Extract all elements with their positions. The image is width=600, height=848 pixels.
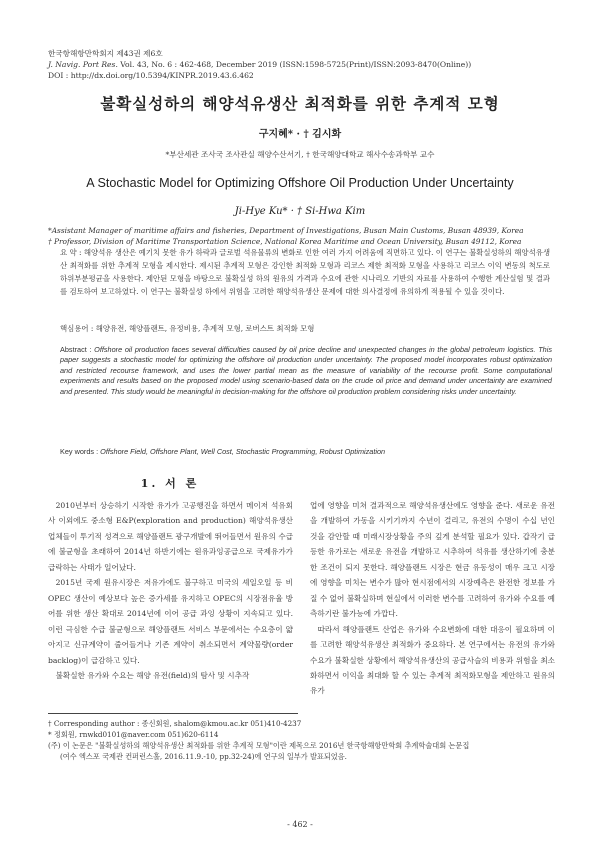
title-english: A Stochastic Model for Optimizing Offshore Oil Production Under Uncertainty (86, 176, 514, 190)
journal-citation (48, 59, 471, 70)
journal-volume-info: Vol. 43, No. 6 : 462-468, December 2019 (ISSN:1598-5725(Print)/ISSN:2093-8470(Online)) (117, 60, 472, 69)
keywords-korean-label: 핵심용어 : (60, 324, 94, 333)
affiliation-english-2: † Professor, Division of Maritime Transportation Science, National Korea Maritime and Ocean University, Busan 49112, Korea (48, 237, 522, 246)
abstract-korean-label: 요 약 : (60, 248, 82, 257)
journal-abbrev: J. Navig. Port Res. (48, 60, 118, 69)
abstract-korean-text: 해양석유 생산은 예기치 못한 유가 하락과 글로벌 석유물류의 변화로 인한 여러 가지 어려움에 직면하고 있다. 이 연구는 불확실성하의 해양석유생산 최적화를 위한 추계적 모형을 제시한다. 제시된 추계적 모형은 강인한 최적화 모형과 리코스 제한 최적화 모형을 사용하고 리코스 이익 변동의 척도로 하위부분평균을 사용한다. 제안된 모형을 바탕으로 불확실성 하의 원유의 가격과 수요에 관한 시나리오 기반의 자료를 사용하여 수행한 계산실험 및 결과를 검토하여 보고하였다. 이 연구는 불확실성 하에서 위험을 고려한 해양석유생산 문제에 대한 의사결정에 유의하게 적용될 수 있을 것이다. (60, 248, 550, 297)
section-heading-introduction: 1. 서 론 (140, 477, 200, 490)
abstract-korean (60, 246, 550, 298)
doi-link[interactable]: DOI : http://dx.doi.org/10.5394/KINPR.2019.43.6.462 (48, 71, 254, 80)
paragraph: 2015년 국제 원유시장은 저유가에도 불구하고 미국의 셰일오일 등 비 OPEC 생산이 예상보다 높은 증가세를 유지하고 OPEC의 시장점유율 방어를 위한 생산 확대로 2014년에 이어 공급 과잉 상황이 지속되고 있다. 이런 극심한 수급 불균형으로 해양플랜트 서비스 부문에서는 수요층이 얇아지고 신규계약이 줄어들거나 기존 계약이 취소되면서 계약물량(order backlog)이 급감하고 있다. (48, 578, 293, 665)
keywords-english-label: Key words : (60, 447, 99, 456)
affiliation-korean: *부산세관 조사국 조사관실 해양수산서기, † 한국해양대학교 해사수송과학부 교수 (165, 150, 435, 159)
authors-english: Ji-Hye Ku* · † Si-Hwa Kim (234, 206, 366, 217)
footnote-note-cont: (여수 엑스포 국제관 컨퍼런스홀, 2016.11.9.-10, pp.32-24)에 연구의 일부가 발표되었음. (60, 752, 347, 761)
paragraph: 업에 영향을 미쳐 결과적으로 해양석유생산에도 영향을 준다. 새로운 유전을 개발하여 가동을 시키기까지 수년이 걸리고, 유전의 수명이 수십 년인 것을 감안할 때 미래시장상황을 주의 깊게 분석할 필요가 있다. 갑작기 급등한 유가로는 새로운 유전을 개발하고 시추하여 석유를 생산하기에 충분한 조건이 되지 못한다. 해양플랜트 시장은 현금 유동성이 매우 크고 시장에 영향을 미치는 변수가 많아 현시점에서의 시장예측은 완전한 정보를 가질 수 없어 불확실하며 현실에서 이러한 변수를 고려하여 유가와 수요를 예측하기란 불가능에 가깝다. (310, 501, 555, 619)
keywords-english-text: Offshore Field, Offshore Plant, Well Cost, Stochastic Programming, Robust Optimization (100, 447, 386, 456)
paragraph: 2010년부터 상승하기 시작한 유가가 고공행진을 하면서 메이저 석유회사 이외에도 중소형 E&P(exploration and production) 해양석유생산 업체들이 투기적 성격으로 해양플랜트 광구개발에 뛰어들면서 원유의 수급에 불균형을 초래하여 2014년 하반기에는 원유과잉공급으로 국제유가가 급락하는 사태가 일어났다. (48, 501, 293, 572)
keywords-korean (60, 323, 550, 334)
journal-issue: 한국항해항만학회지 제43권 제6호 (48, 49, 163, 58)
authors-korean: 구지혜* · † 김시화 (258, 129, 342, 140)
keywords-english (60, 447, 552, 456)
abstract-english (60, 345, 552, 397)
affiliation-english-1: *Assistant Manager of maritime affairs and fisheries, Department of Investigations, Busan Main Customs, Busan 48939, Korea (48, 226, 524, 235)
abstract-english-label: Abstract : (60, 345, 92, 354)
body-column-right (310, 498, 555, 699)
footnote-note: (주) 이 논문은 "불확실성하의 해양석유생산 최적화를 위한 추계적 모형"이란 제목으로 2016년 한국항해항만학회 추계학술대회 논문집 (48, 741, 470, 750)
footnote-author: * 정회원, rnwkd0101@naver.com 051)620-6114 (48, 730, 219, 739)
abstract-english-text: Offshore oil production faces several difficulties caused by oil price decline and unexpected changes in the global petroleum logistics. This paper suggests a stochastic model for optimizing the offshore oil production under uncertainty. The proposed model incorporates robust optimization and restricted recourse framework, and uses the lower partial mean as the measure of variability of the recourse profit. Some computational experiments and results based on the proposed model using scenario-based data on the crude oil price and demand under uncertainty are examined and presented. This study would be meaningful in decision-making for the offshore oil production problem considering risks under uncertainty. (60, 345, 552, 396)
paragraph: 불확실한 유가와 수요는 해양 유전(field)의 탐사 및 시추작 (55, 670, 250, 680)
footnote-divider (48, 713, 298, 714)
keywords-korean-text: 해양유전, 해양플랜트, 유정비용, 추계적 모형, 로버스트 최적화 모형 (95, 324, 315, 333)
body-column-left (48, 498, 293, 683)
footnote-corresponding-author: † Corresponding author : 종신회원, shalom@kmou.ac.kr 051)410-4237 (48, 719, 302, 728)
title-korean: 불확실성하의 해양석유생산 최적화를 위한 추계적 모형 (100, 94, 500, 113)
paragraph: 따라서 해양플랜트 산업은 유가와 수요변화에 대한 대응이 필요하며 이를 고려한 해양석유생산 최적화가 중요하다. 본 연구에서는 유전의 유가와 수요가 불확실한 상황에서 해양석유생산의 공급사슬의 비용과 위험을 최소화하면서 이익을 최대화 할 수 있는 추계적 최적화모형을 제안하고 원유의 유가 (310, 624, 555, 696)
page-number: - 462 - (287, 820, 313, 829)
